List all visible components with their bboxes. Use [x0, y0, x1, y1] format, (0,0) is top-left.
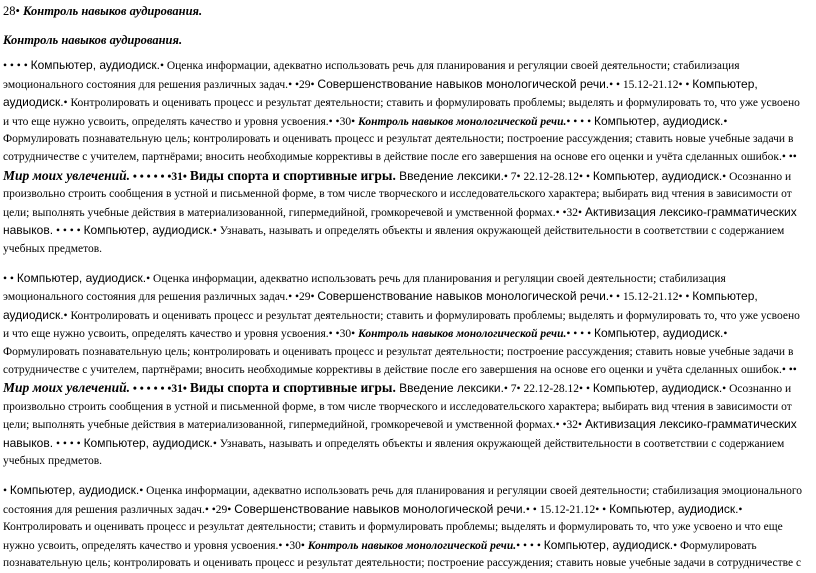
lesson-dates: • 7• 22.12-28.12• •	[503, 383, 593, 396]
bullets: •	[673, 539, 680, 552]
body-text: Осознанно и произвольно строить сообщения в устной и письменной форме, в том числе творческого и исследовательского характера; выбирать вид чтения в зависимости от цели; выполнять учебные действия в материализованной, гипермедийной, громкоречевой и умственной формах.	[3, 170, 792, 219]
lesson-topic-30: Контроль навыков монологической речи.	[357, 328, 567, 341]
bullets: • •29•	[288, 291, 318, 304]
bullets: • • • •	[566, 328, 594, 341]
device-label: Компьютер, аудиодиск.	[9, 483, 140, 498]
bullets: •	[212, 437, 220, 450]
device-label: Компьютер, аудиодиск.	[592, 381, 723, 396]
device-label: Компьютер, аудиодиск.	[593, 326, 724, 341]
device-label: Компьютер, аудиодиск.	[3, 76, 758, 110]
bullets: •	[738, 503, 743, 516]
body-text: Оценка информации, адекватно использовать речь для планирования и регуляции своей деятельности; стабилизация эмоционального состояния для решения различных задач.	[3, 272, 726, 304]
device-label: Компьютер, аудиодиск.	[593, 113, 724, 128]
body-text: Узнавать, называть и определять объекты и явления окружающей действительности в соответствии с содержанием учебных предметов.	[3, 437, 785, 468]
body-text: Узнавать, называть и определять объекты и явления окружающей действительности в соответствии с содержанием учебных предметов.	[3, 225, 785, 255]
device-label: Компьютер, аудиодиск.	[83, 435, 213, 450]
bullets: • • • •	[516, 539, 544, 552]
bullets: • •30•	[328, 328, 358, 341]
bullets: • • • •	[566, 115, 594, 128]
bullet: •	[15, 4, 20, 18]
bullets: •	[212, 225, 220, 238]
body-text: Формулировать познавательную цель; контролировать и оценивать процесс и результат деятельности; построение рассуждения; ставить новые учебные задачи в сотрудничестве с	[3, 539, 802, 570]
lesson-dates: • 7• 22.12-28.12• •	[503, 170, 593, 183]
bullets: •	[63, 309, 71, 322]
content-block-2	[3, 270, 806, 472]
lesson-dates: • • 15.12-21.12• •	[609, 291, 693, 304]
lesson-topic-29: Совершенствование навыков монологической речи.	[317, 289, 610, 304]
lesson-title: Контроль навыков аудирования.	[23, 4, 203, 18]
device-label: Компьютер, аудиодиск.	[543, 537, 674, 552]
lesson-subtopic: Введение лексики.	[395, 168, 504, 183]
bullets: •	[723, 115, 728, 128]
body-text: Формулировать познавательную цель; контролировать и оценивать процесс и результат деятельности; построение рассуждения; ставить новые учебные задачи в сотрудничестве с учителем, партнёрами; вносить необходимые коррективы в действие после его завершения на основе его оценки и учёта сделанных ошибок.	[3, 133, 794, 163]
device-label: Компьютер, аудиодиск.	[16, 270, 147, 285]
bullets: • •30•	[328, 115, 358, 128]
bullets: • • • • • •31•	[130, 170, 190, 183]
bullets: • • • •	[3, 60, 31, 72]
body-text: Оценка информации, адекватно использовать речь для планирования и регуляции своей деятельности; стабилизация эмоционального состояния для решения различных задач.	[3, 485, 803, 516]
device-label: Компьютер, аудиодиск.	[83, 223, 213, 238]
lesson-topic-30: Контроль навыков монологической речи.	[357, 115, 567, 128]
bullets: • ••	[781, 363, 797, 376]
device-label: Компьютер, аудиодиск.	[609, 501, 739, 516]
lesson-dates: • • 15.12-21.12• •	[525, 503, 610, 516]
lesson-dates: • • 15.12-21.12• •	[609, 78, 693, 91]
bullets: •	[3, 485, 10, 498]
body-text: Формулировать познавательную цель; контролировать и оценивать процесс и результат деятельности; построение рассуждения; ставить новые учебные задачи в сотрудничестве с учителем, партнёрами; вносить необходимые коррективы в действие после его завершения на основе его оценки и учёта сделанных ошибок.	[3, 345, 794, 376]
unit-title: Мир моих увлечений.	[3, 380, 130, 396]
body-text: Контролировать и оценивать процесс и результат деятельности; ставить и формулировать проблемы; выделять и формулировать то, что уже усвоено и что еще нужно усвоить, определять качество и уровня усвоения.	[3, 97, 800, 128]
bullets: • • • • • •31•	[130, 383, 190, 396]
bullets: • •32•	[555, 206, 585, 219]
bullets: • •30•	[278, 539, 308, 552]
doc-header	[3, 2, 806, 20]
bullets: • •29•	[204, 503, 235, 516]
device-label: Компьютер, аудиодиск.	[592, 168, 723, 183]
device-label: Компьютер, аудиодиск.	[30, 58, 160, 72]
bullets: •	[146, 272, 154, 285]
body-text: Оценка информации, адекватно использовать речь для планирования и регуляции своей деятельности; стабилизация эмоционального состояния для решения различных задач.	[3, 60, 740, 91]
bullets: •	[159, 60, 167, 72]
lesson-topic-29: Совершенствование навыков монологической речи.	[317, 76, 610, 91]
content-block-3	[3, 482, 806, 573]
lesson-subtopic: Введение лексики.	[395, 381, 504, 396]
lesson-topic-30: Контроль навыков монологической речи.	[307, 539, 517, 552]
bullets: • •29•	[288, 78, 318, 91]
bullets: •	[722, 383, 730, 396]
bullets: •	[722, 170, 730, 183]
body-text: Осознанно и произвольно строить сообщения в устной и письменной форме, в том числе творческого и исследовательского характера; выбирать вид чтения в зависимости от цели; выполнять учебные действия в материализованной, гипермедийной, громкоречевой и умственной формах.	[3, 383, 792, 432]
bullets: • •	[3, 272, 17, 285]
bullets: •	[139, 485, 147, 498]
bullets: • • • •	[53, 225, 84, 238]
bullets: •	[63, 97, 71, 110]
bullets: • • • •	[53, 437, 84, 450]
lesson-subtitle: Контроль навыков аудирования.	[3, 33, 183, 47]
bullets: •	[723, 328, 728, 341]
body-text: Контролировать и оценивать процесс и результат деятельности; ставить и формулировать проблемы; выделять и формулировать то, что уже усвоено и что еще нужно усвоить, определять качество и уровня усвоения.	[3, 521, 783, 552]
lesson-topic-31: Виды спорта и спортивные игры.	[189, 380, 396, 396]
lesson-topic-32: Активизация лексико-грамматических навыков.	[3, 204, 797, 238]
lesson-topic-31: Виды спорта и спортивные игры.	[189, 167, 396, 183]
lesson-topic-29: Совершенствование навыков монологической речи.	[234, 501, 526, 516]
lesson-topic-32: Активизация лексико-грамматических навыков.	[3, 417, 797, 450]
body-text: Контролировать и оценивать процесс и результат деятельности; ставить и формулировать проблемы; выделять и формулировать то, что уже усвоено и что еще нужно усвоить, определять качество и уровня усвоения.	[3, 309, 800, 341]
lesson-number: 28	[3, 4, 16, 18]
content-block-1	[3, 57, 806, 259]
bullets: • •32•	[555, 419, 585, 432]
unit-title: Мир моих увлечений.	[3, 167, 130, 183]
bullets: • ••	[781, 150, 797, 163]
device-label: Компьютер, аудиодиск.	[3, 289, 758, 322]
